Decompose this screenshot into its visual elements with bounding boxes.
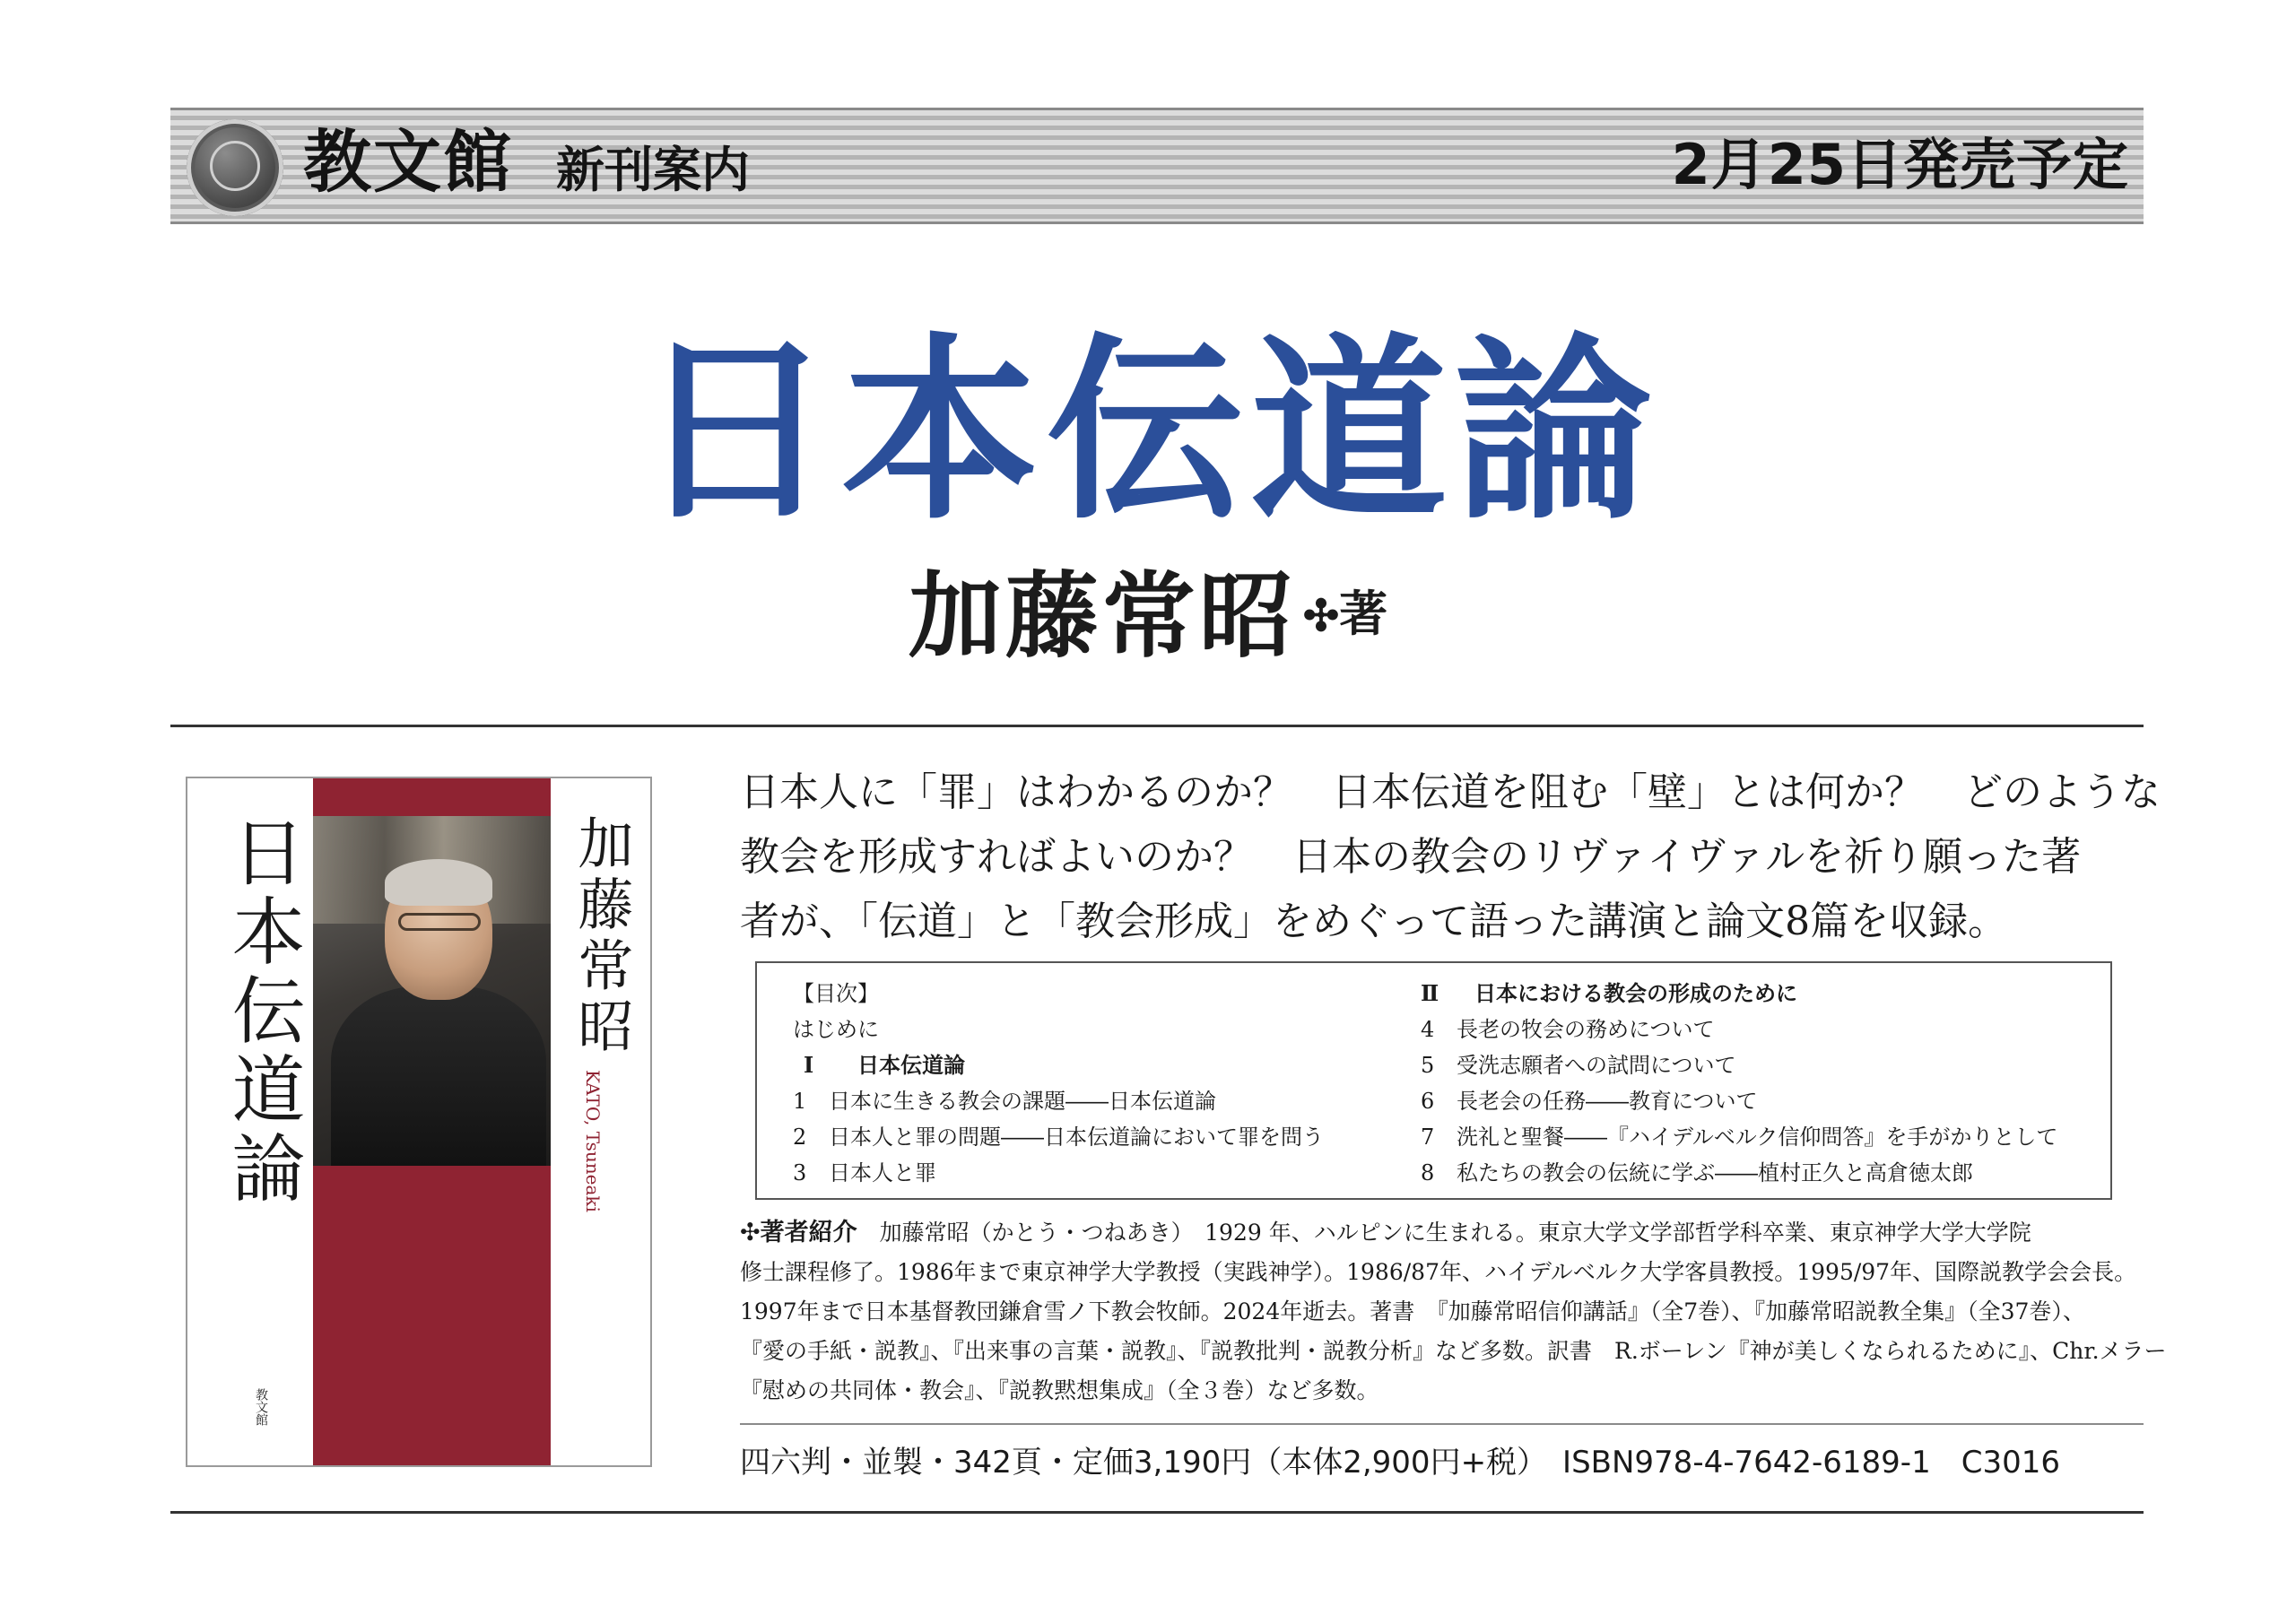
book-title: 日本伝道論: [636, 314, 1659, 546]
bio-line: 1997年まで日本基督教団鎌倉雪ノ下教会牧師。2024年逝去。著書 『加藤常昭信仰講話』（全7巻）、『加藤常昭説教全集』（全37巻）、: [740, 1298, 2085, 1324]
toc-intro: はじめに: [793, 1017, 879, 1042]
photo-glasses: [398, 913, 481, 931]
publisher-seal-logo: [187, 119, 283, 216]
toc-item: [793, 1083, 1324, 1119]
toc-item: [1421, 1047, 2057, 1083]
toc-item-text: 私たちの教会の伝統に学ぶ――植村正久と高倉徳太郎: [1457, 1160, 1973, 1185]
toc-item-number: 1: [793, 1089, 807, 1114]
book-cover: [186, 777, 652, 1467]
author-line: [0, 560, 2296, 671]
bio-heading: ✣著者紹介: [740, 1219, 857, 1246]
toc-part-title: 日本伝道論: [857, 1052, 965, 1078]
toc-item-text: 日本に生きる教会の課題――日本伝道論: [829, 1089, 1216, 1114]
cover-author-romaji: KATO, Tsuneaki: [582, 1070, 604, 1212]
publisher-name: 教文館: [303, 122, 513, 202]
toc-item-text: 長老会の任務――教育について: [1457, 1089, 1758, 1114]
toc-item: [1421, 1155, 2057, 1191]
toc-part-number: Ⅱ: [1421, 980, 1439, 1006]
cover-author: 加藤常昭: [569, 814, 634, 1058]
toc-item-text: 受洗志願者への試問について: [1457, 1053, 1736, 1078]
divider-bottom: [170, 1511, 2144, 1514]
toc-part: [1421, 976, 2057, 1012]
toc-item-number: 8: [1421, 1160, 1435, 1185]
book-description: [740, 760, 2161, 954]
bio-line: 修士課程修了。1986年まで東京神学大学教授（実践神学）。1986/87年、ハイデルベルク大学客員教授。1995/97年、国際説教学会会長。: [740, 1259, 2137, 1285]
header-band: [170, 108, 2144, 224]
toc-item: [1421, 1012, 2057, 1047]
toc-item: [1421, 1083, 2057, 1119]
description-line: 者が、「伝道」と「教会形成」をめぐって語った講演と論文8篇を収録。: [740, 899, 2008, 944]
table-of-contents: [755, 961, 2112, 1200]
author-role: 著: [1339, 585, 1388, 642]
author-name: 加藤常昭: [908, 560, 1296, 671]
toc-column-right: [1421, 976, 2057, 1191]
photo-hair: [385, 859, 492, 906]
photo-body: [331, 986, 546, 1166]
toc-part: [793, 1047, 1324, 1083]
new-release-label: 新刊案内: [556, 142, 750, 198]
divider-specs: [740, 1423, 2144, 1425]
bio-line: 『愛の手紙・説教』、『出来事の言葉・説教』、『説教批判・説教分析』など多数。訳書 R.ボーレン『神が美しくなられるために』、Chr.メラー: [740, 1338, 2167, 1364]
toc-item-number: 5: [1421, 1053, 1435, 1078]
toc-item-number: 3: [793, 1160, 807, 1185]
description-line: 日本人に「罪」はわかるのか？ 日本伝道を阻む「壁」とは何か？ どのような: [740, 769, 2161, 815]
seal-emblem: [210, 141, 260, 191]
toc-item-text: 日本人と罪: [829, 1160, 936, 1185]
toc-heading: 【目次】: [793, 981, 879, 1006]
release-date: 2月25日発売予定: [1671, 132, 2129, 197]
cover-title: 日本伝道論: [220, 814, 305, 1209]
toc-item-text: 長老の牧会の務めについて: [1457, 1017, 1715, 1042]
toc-item: [1421, 1119, 2057, 1155]
description-line: 教会を形成すればよいのか？ 日本の教会のリヴァイヴァルを祈り願った著: [740, 834, 2082, 880]
cover-publisher: 教文館: [254, 1388, 268, 1426]
bio-line: [740, 1213, 2139, 1253]
toc-item: [793, 1119, 1324, 1155]
book-specs: 四六判・並製・342頁・定価3,190円（本体2,900円+税） ISBN978-4-7642-6189-1 C3016: [740, 1445, 2060, 1481]
toc-column-left: [793, 976, 1324, 1191]
toc-part-title: 日本における教会の形成のために: [1474, 980, 1797, 1006]
toc-item-number: 4: [1421, 1017, 1435, 1042]
toc-item-number: 7: [1421, 1125, 1435, 1150]
author-photo: [313, 816, 551, 1166]
toc-part-number: Ⅰ: [804, 1052, 814, 1078]
toc-item-text: 日本人と罪の問題――日本伝道論において罪を問う: [829, 1125, 1324, 1150]
author-bio: [740, 1213, 2167, 1411]
toc-item: [793, 1155, 1324, 1191]
toc-item-number: 2: [793, 1125, 807, 1150]
bio-line: 『慰めの共同体・教会』、『説教黙想集成』（全３巻）など多数。: [740, 1377, 1379, 1403]
bio-text: 加藤常昭（かとう・つねあき） 1929 年、ハルピンに生まれる。東京大学文学部哲学科卒業、東京神学大学大学院: [879, 1220, 2031, 1246]
ornament-icon: ✣: [1302, 591, 1340, 641]
toc-item-text: 洗礼と聖餐――『ハイデルベルク信仰問答』を手がかりとして: [1457, 1125, 2058, 1150]
divider-top: [170, 725, 2144, 727]
toc-item-number: 6: [1421, 1089, 1435, 1114]
